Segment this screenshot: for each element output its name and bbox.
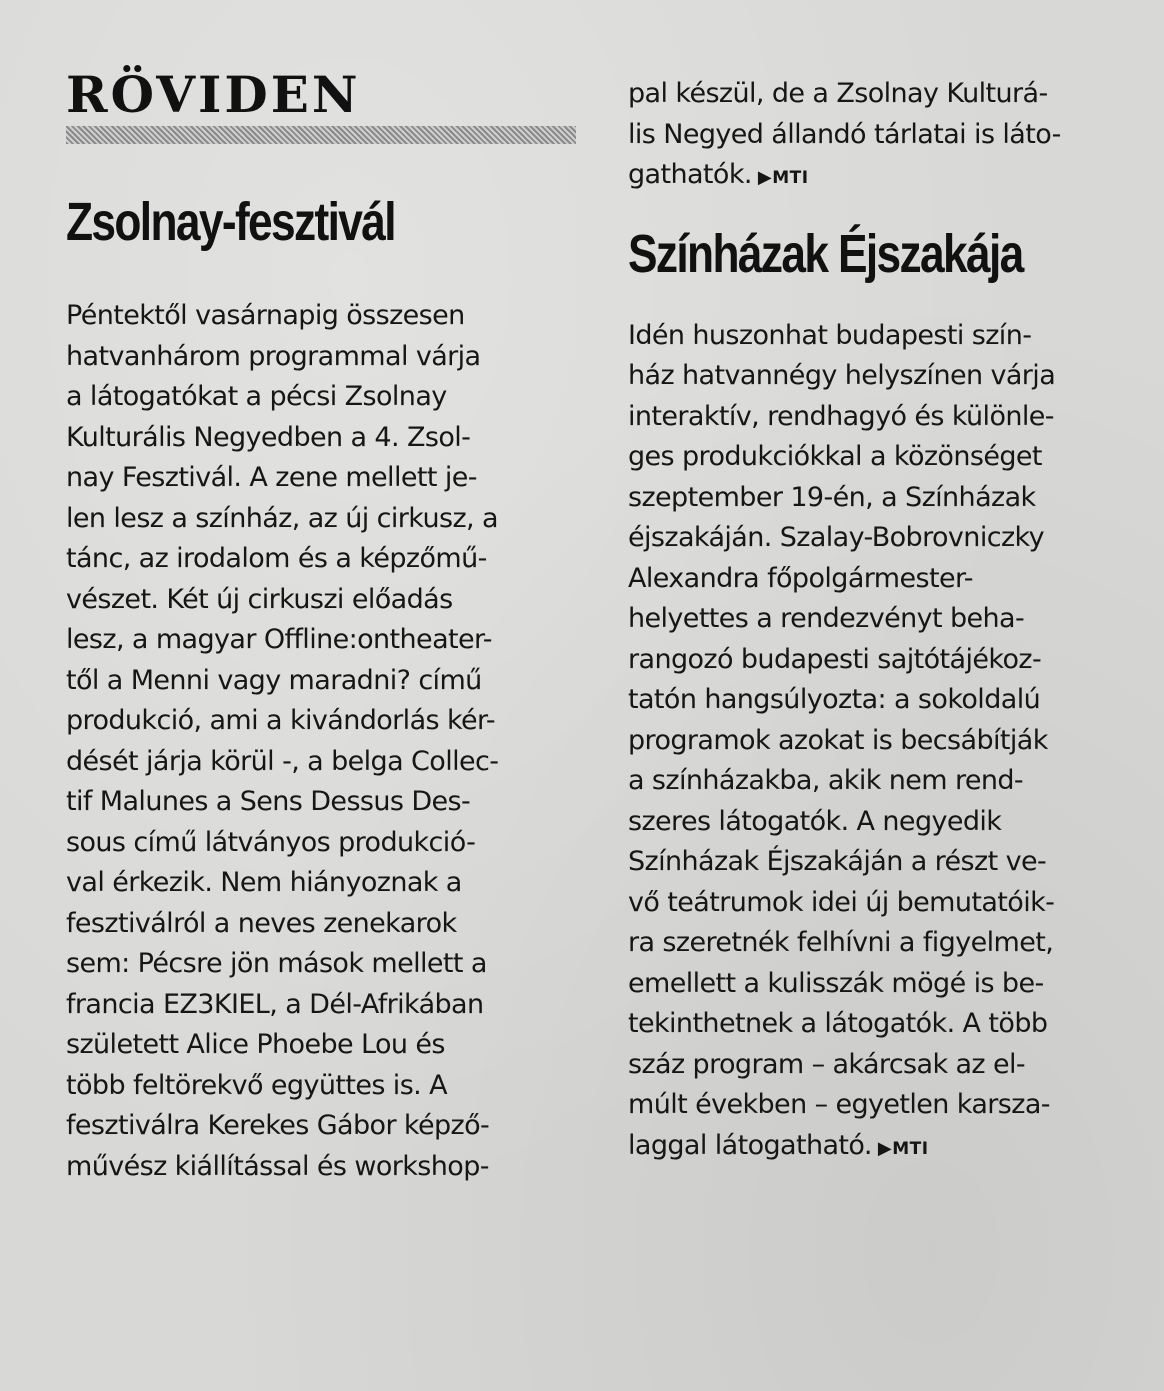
text-line [66, 944, 576, 985]
text-line-content: Alexandra főpolgármester- [628, 562, 973, 594]
text-line [628, 356, 1138, 397]
text-line-content: tatón hangsúlyozta: a sokoldalú [628, 684, 1041, 715]
text-line [628, 478, 1138, 519]
text-line-content: len lesz a színház, az új cirkusz, a [66, 502, 498, 534]
triangle-right-icon: ▶ [757, 167, 773, 188]
text-line [66, 985, 576, 1026]
text-line [66, 823, 576, 864]
text-line-content: pal készül, de a Zsolnay Kulturá- [628, 78, 1048, 109]
text-line-content: lesz, a magyar Offline:ontheater- [66, 624, 492, 655]
text-line [628, 1126, 1138, 1167]
text-line-content: tekinthetnek a látogatók. A több [628, 1008, 1048, 1039]
text-line [628, 923, 1138, 964]
text-line [628, 397, 1138, 438]
article-body [628, 316, 1138, 1167]
text-line-content: tif Malunes a Sens Dessus Des- [66, 786, 471, 817]
text-line-content: éjszakáján. Szalay-Bobrovniczky [628, 522, 1044, 553]
text-line [628, 721, 1138, 762]
text-line [628, 1045, 1138, 1086]
text-line [628, 316, 1138, 357]
text-line-content: val érkezik. Nem hiányoznak a [66, 867, 462, 898]
text-line-content: sem: Pécsre jön mások mellett a [66, 948, 487, 979]
text-line [628, 680, 1138, 721]
text-line [66, 620, 576, 661]
text-line-content: gathatók. [628, 159, 752, 190]
text-line-content: laggal látogatható. [628, 1129, 872, 1161]
text-line [628, 437, 1138, 478]
text-line-content: vészet. Két új cirkuszi előadás [66, 583, 453, 615]
text-line-content: ra szeretnék felhívni a figyelmet, [628, 927, 1054, 958]
text-line [66, 539, 576, 580]
text-line-content: több feltörekvő együttes is. A [66, 1069, 448, 1101]
text-line [628, 559, 1138, 600]
text-line-content: Idén huszonhat budapesti szín- [628, 319, 1032, 351]
text-line [628, 802, 1138, 843]
text-line-content: ház hatvannégy helyszínen várja [628, 360, 1056, 391]
credit-label: MTI [772, 168, 809, 188]
text-line-content: a színházakba, akik nem rend- [628, 765, 1024, 796]
text-line [66, 1025, 576, 1066]
text-line [66, 418, 576, 459]
text-line-content: született Alice Phoebe Lou és [66, 1029, 445, 1060]
text-line-content: szeptember 19-én, a Színházak [628, 481, 1036, 513]
credit-label: MTI [892, 1138, 929, 1159]
text-line-content: művész kiállítással és workshop- [66, 1150, 489, 1182]
text-line [66, 337, 576, 378]
right-column [628, 74, 1138, 1166]
text-line [628, 1004, 1138, 1045]
triangle-right-icon: ▶ [877, 1137, 893, 1159]
text-line [628, 761, 1138, 802]
section-header [66, 66, 576, 144]
text-line-content: dését járja körül -, a belga Collec- [66, 745, 499, 777]
text-line [66, 580, 576, 621]
text-line [66, 458, 576, 499]
text-line-content: múlt években – egyetlen karsza- [628, 1089, 1050, 1120]
text-line [66, 1147, 576, 1188]
text-line-content: helyettes a rendezvényt beha- [628, 603, 1025, 634]
text-line [628, 842, 1138, 883]
text-line-content: száz program – akárcsak az el- [628, 1048, 1026, 1080]
text-line [66, 1106, 576, 1147]
text-line [628, 883, 1138, 924]
section-title: RÖVIDEN [66, 65, 361, 124]
text-line-content: lis Negyed állandó tárlatai is láto- [628, 118, 1061, 150]
text-line-content: programok azokat is becsábítják [628, 724, 1048, 756]
text-line-content: fesztiválról a neves zenekarok [66, 907, 457, 939]
text-line [66, 499, 576, 540]
section-divider [66, 126, 576, 144]
text-line [628, 1085, 1138, 1126]
text-line-content: fesztiválra Kerekes Gábor képző- [66, 1110, 490, 1141]
text-line-content: nay Fesztivál. A zene mellett je- [66, 462, 477, 493]
text-line [66, 296, 576, 337]
article-body-continuation [628, 74, 1138, 196]
source-credit [758, 168, 809, 188]
text-line [66, 863, 576, 904]
text-line-content: hatvanhárom programmal várja [66, 340, 481, 372]
text-line-content: Színházak Éjszakáján a részt ve- [628, 846, 1047, 877]
article-headline: Színházak Éjszakája [628, 223, 1023, 284]
text-line [628, 518, 1138, 559]
text-line-content: ges produkciókkal a közönséget [628, 441, 1042, 472]
text-line [628, 599, 1138, 640]
text-line [628, 155, 1138, 196]
text-line-content: tánc, az irodalom és a képzőmű- [66, 543, 487, 574]
text-line-content: a látogatókat a pécsi Zsolnay [66, 381, 447, 412]
text-line-content: emellett a kulisszák mögé is be- [628, 967, 1044, 999]
text-line-content: francia EZ3KIEL, a Dél-Afrikában [66, 988, 484, 1020]
text-line-content: sous című látványos produkció- [66, 826, 476, 858]
text-line-content: vő teátrumok idei új bemutatóik- [628, 886, 1055, 918]
text-line [66, 377, 576, 418]
text-line [628, 964, 1138, 1005]
text-line-content: szeres látogatók. A negyedik [628, 805, 1002, 837]
text-line-content: től a Menni vagy maradni? című [66, 664, 482, 696]
text-line-content: Kulturális Negyedben a 4. Zsol- [66, 421, 471, 453]
text-line [66, 782, 576, 823]
text-line [66, 661, 576, 702]
text-line [628, 74, 1138, 115]
article-body [66, 296, 576, 1187]
text-line-content: Péntektől vasárnapig összesen [66, 300, 465, 331]
text-line-content: produkció, ami a kivándorlás kér- [66, 705, 495, 736]
text-line-content: rangozó budapesti sajtótájékoz- [628, 643, 1042, 675]
text-line [66, 904, 576, 945]
text-line [628, 640, 1138, 681]
text-line [66, 701, 576, 742]
text-line [66, 742, 576, 783]
text-line-content: interaktív, rendhagyó és különle- [628, 400, 1054, 432]
text-line [628, 115, 1138, 156]
source-credit [878, 1139, 929, 1159]
text-line [66, 1066, 576, 1107]
article-headline: Zsolnay-fesztivál [66, 192, 395, 252]
article-zsolnay [66, 190, 576, 1187]
